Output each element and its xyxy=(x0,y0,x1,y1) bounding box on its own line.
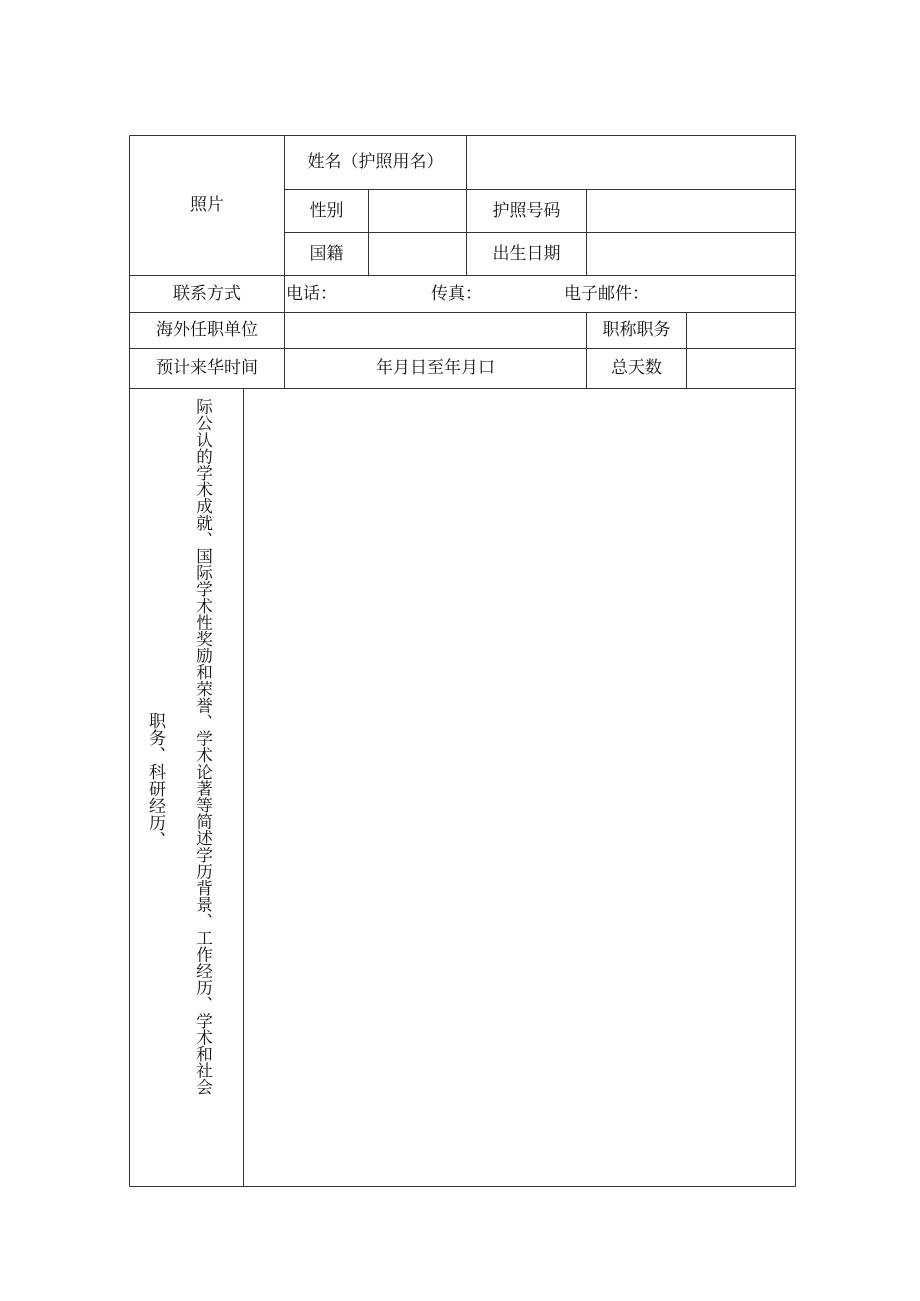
passport-label-cell xyxy=(467,190,586,232)
resume-label-col2: 际公认的学术成就、国际学术性奖励和荣誉、学术论著等简述学历背景、工作经历、学术和社会 xyxy=(193,398,213,1096)
total-days-label-cell xyxy=(587,349,686,388)
overseas-unit-label: 海外任职单位 xyxy=(156,320,258,340)
resume-label-col1: 职务、科研经历、 xyxy=(145,712,165,848)
photo-label: 照片 xyxy=(190,195,224,215)
total-days-field[interactable] xyxy=(687,349,795,388)
title-position-field[interactable] xyxy=(687,313,795,348)
gender-label-cell xyxy=(285,190,368,232)
total-days-label: 总天数 xyxy=(611,358,662,378)
birthdate-field[interactable] xyxy=(587,233,795,275)
visit-time-label: 预计来华时间 xyxy=(156,358,258,378)
photo-cell[interactable] xyxy=(130,136,284,275)
passport-field[interactable] xyxy=(587,190,795,232)
overseas-unit-field[interactable] xyxy=(285,313,586,348)
birthdate-label-cell xyxy=(467,233,586,275)
title-position-label: 职称职务 xyxy=(602,320,671,340)
phone-label: 电话： xyxy=(286,283,337,304)
fax-label-cell[interactable] xyxy=(431,276,561,312)
email-label-cell[interactable] xyxy=(564,276,764,312)
birthdate-label: 出生日期 xyxy=(492,243,561,264)
overseas-unit-label-cell xyxy=(130,313,284,348)
visit-time-value: 年月日至年月口 xyxy=(376,358,495,378)
name-label: 姓名（护照用名） xyxy=(307,152,444,172)
resume-content-field[interactable] xyxy=(244,389,795,1186)
phone-label-cell[interactable] xyxy=(286,276,426,312)
contact-label-cell xyxy=(130,276,284,312)
gender-field[interactable] xyxy=(369,190,466,232)
name-label-cell xyxy=(285,136,466,189)
nationality-field[interactable] xyxy=(369,233,466,275)
contact-label: 联系方式 xyxy=(173,283,241,304)
email-label: 电子邮件： xyxy=(564,283,649,304)
visit-time-label-cell xyxy=(130,349,284,388)
passport-label: 护照号码 xyxy=(492,200,561,221)
visit-time-field[interactable] xyxy=(285,349,586,388)
name-field[interactable] xyxy=(467,136,795,189)
title-position-label-cell xyxy=(587,313,686,348)
gender-label: 性别 xyxy=(309,200,344,221)
nationality-label-cell xyxy=(285,233,368,275)
nationality-label: 国籍 xyxy=(309,243,344,264)
fax-label: 传真： xyxy=(431,283,482,304)
